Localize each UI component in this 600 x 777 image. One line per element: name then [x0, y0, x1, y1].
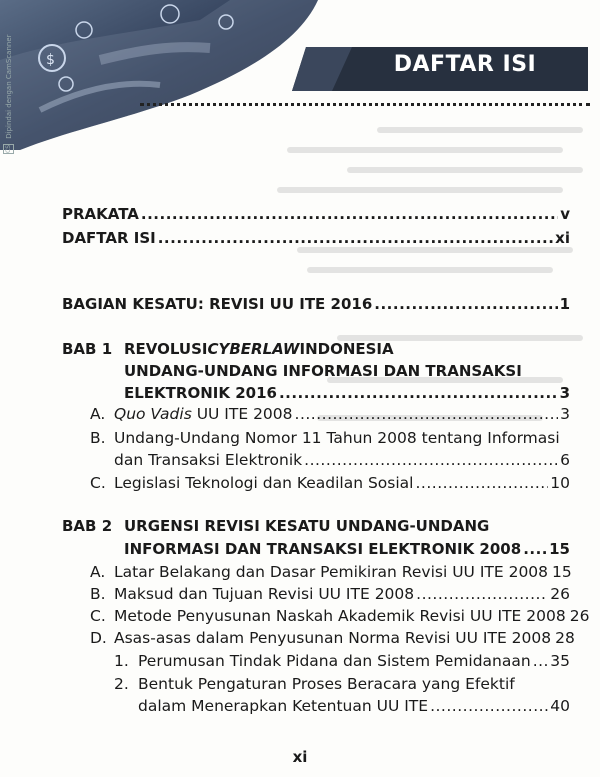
- dot-leader: [416, 585, 548, 603]
- page-number: xi: [555, 229, 570, 247]
- item-letter: C.: [90, 474, 106, 492]
- item-letter: C.: [90, 607, 106, 625]
- toc-entry-bab1-b[interactable]: dan Transaksi Elektronik ..... 6: [114, 451, 570, 469]
- page-number: 28: [555, 629, 575, 647]
- toc-entry-bab2-d2[interactable]: dalam Menerapkan Ketentuan UU ITE ..... 40: [138, 697, 570, 715]
- toc-entry-bab2-b[interactable]: Maksud dan Tujuan Revisi UU ITE 2008 ..... 26: [114, 585, 570, 603]
- dot-leader: [141, 205, 558, 223]
- item-number: 2.: [114, 675, 129, 693]
- page-number: 15: [549, 540, 570, 558]
- toc-entry-bab2-d[interactable]: Asas-asas dalam Penyusunan Norma Revisi UU ITE 2008 28: [114, 629, 575, 647]
- bab-2-title-line1: URGENSI REVISI KESATU UNDANG-UNDANG: [124, 517, 490, 535]
- toc-entry-daftar-isi[interactable]: DAFTAR ISI ..... xi: [62, 229, 570, 247]
- page-number: 26: [569, 607, 590, 625]
- toc-entry-prakata[interactable]: PRAKATA ..... v: [62, 205, 570, 223]
- item-letter: D.: [90, 629, 107, 647]
- page-number: 26: [550, 585, 570, 603]
- toc-entry-bab1-a[interactable]: Quo Vadis UU ITE 2008 ..... 3: [114, 405, 570, 423]
- toc-entry-bab-2[interactable]: INFORMASI DAN TRANSAKSI ELEKTRONIK 2008 ..... 15: [124, 540, 570, 558]
- dot-leader: [295, 405, 559, 423]
- item-number: 1.: [114, 652, 129, 670]
- toc-entry-bab1-c[interactable]: Legislasi Teknologi dan Keadilan Sosial ..... 10: [114, 474, 570, 492]
- dot-leader: [374, 295, 557, 313]
- page-number: 1: [559, 295, 570, 313]
- page-title: DAFTAR ISI: [393, 52, 537, 77]
- bab-1-title-line2: UNDANG-UNDANG INFORMASI DAN TRANSAKSI: [124, 362, 522, 380]
- dot-leader: [533, 652, 549, 670]
- page-number: v: [560, 205, 570, 223]
- page-number: 35: [550, 652, 570, 670]
- page-number: 6: [560, 451, 570, 469]
- dot-leader: [523, 540, 547, 558]
- dot-leader: [304, 451, 558, 469]
- item-letter: A.: [90, 405, 106, 423]
- dot-leader: [430, 697, 548, 715]
- page-number: 10: [550, 474, 570, 492]
- page-number: 3: [559, 384, 570, 402]
- dot-leader: [415, 474, 548, 492]
- svg-text:$: $: [46, 52, 55, 68]
- toc-entry-bab-1[interactable]: ELEKTRONIK 2016 ..... 3: [124, 384, 570, 402]
- toc-entry-bab2-a[interactable]: Latar Belakang dan Dasar Pemikiran Revisi UU ITE 2008 15: [114, 563, 572, 581]
- toc-entry-bab2-c[interactable]: Metode Penyusunan Naskah Akademik Revisi UU ITE 2008 26: [114, 607, 590, 625]
- toc-entry-bagian-kesatu[interactable]: BAGIAN KESATU: REVISI UU ITE 2016 ..... 1: [62, 295, 570, 313]
- toc-entry-bab2-d2-line1: Bentuk Pengaturan Proses Beracara yang Efektif: [138, 675, 515, 693]
- page-number: 15: [552, 563, 572, 581]
- bab-2-number: BAB 2: [62, 517, 113, 535]
- toc-entry-bab1-b-line1: Undang-Undang Nomor 11 Tahun 2008 tentang Informasi: [114, 429, 560, 447]
- item-letter: B.: [90, 585, 106, 603]
- scanner-watermark: CS Dipindai dengan CamScanner: [5, 34, 13, 153]
- item-letter: A.: [90, 563, 106, 581]
- item-letter: B.: [90, 429, 106, 447]
- page-footer-number: xi: [292, 748, 308, 766]
- dot-leader: [279, 384, 558, 402]
- dot-leader: [158, 229, 553, 247]
- bab-1-title-line1: REVOLUSI CYBERLAW INDONESIA: [124, 340, 394, 358]
- page-number: 3: [560, 405, 570, 423]
- page-number: 40: [550, 697, 570, 715]
- bab-1-number: BAB 1: [62, 340, 113, 358]
- toc-entry-bab2-d1[interactable]: Perumusan Tindak Pidana dan Sistem Pemidanaan ..... 35: [138, 652, 570, 670]
